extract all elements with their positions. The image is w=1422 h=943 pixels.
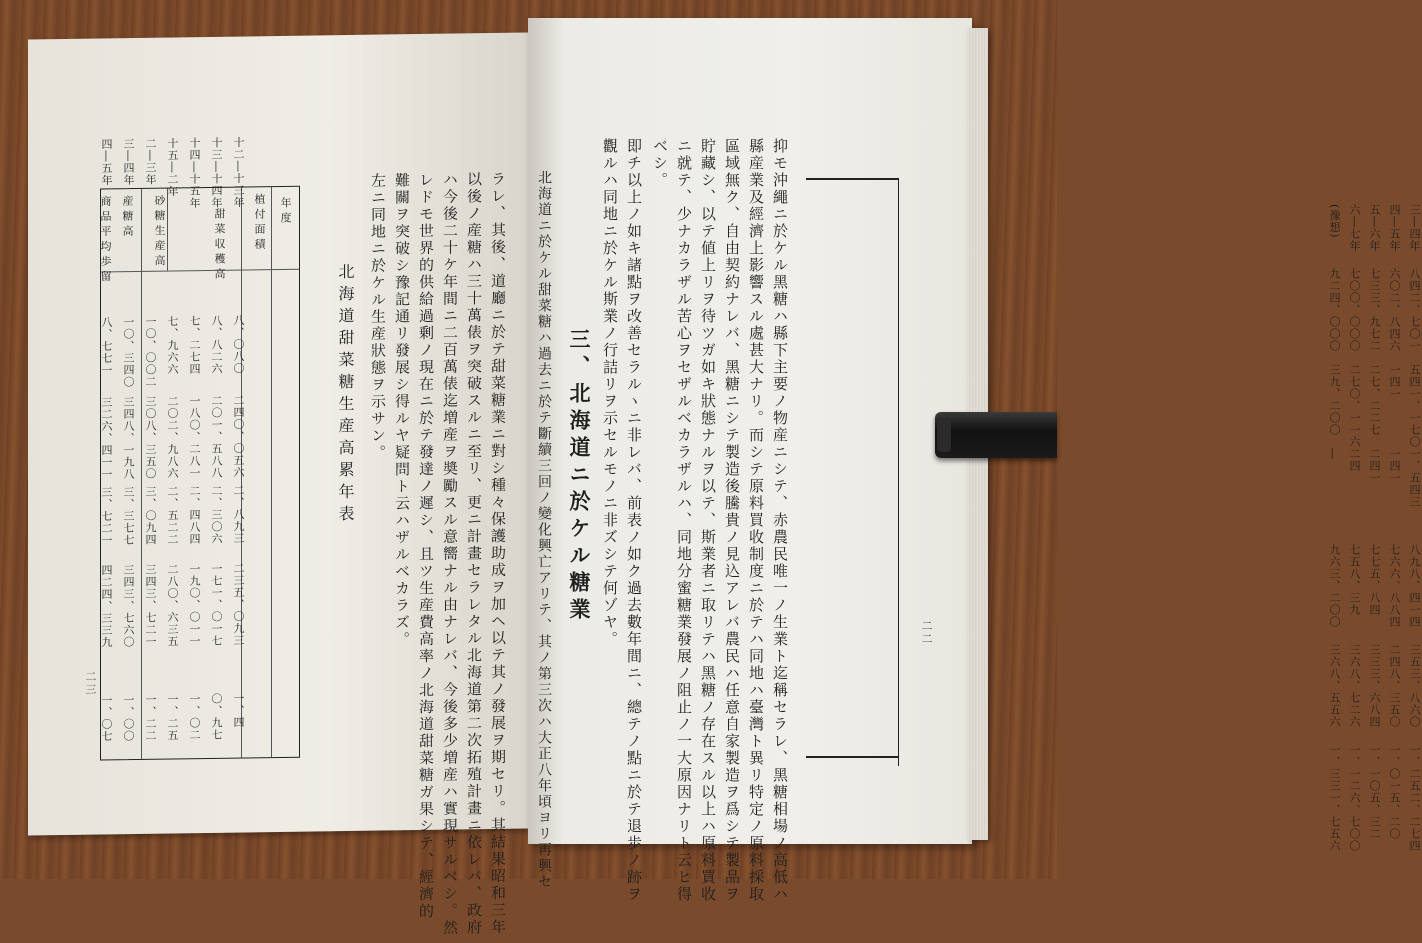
left-cell-sugar: 四二四、三三九 (100, 564, 113, 649)
left-cell-yield: 一、〇七 (100, 694, 113, 743)
left-cell-sugar: 一九〇、〇一一 (188, 563, 201, 648)
right-cell-a: 六〇二、八四六 (1388, 268, 1401, 352)
left-cell-area: 一〇、三四〇 (122, 315, 135, 389)
left-cell-area: 七、九六六 (166, 315, 179, 376)
left-cell-harvest: 三〇八、三五〇 (144, 395, 157, 480)
left-cell-yield: 一、〇二 (188, 693, 201, 742)
right-cell-d: 七六六、八八四 (1388, 544, 1401, 628)
left-cell-sugar: 二八〇、六三五 (166, 563, 179, 648)
left-cell-yield: 一、二五 (166, 693, 179, 742)
left-cell-sugar: 二三五、〇九三 (232, 562, 245, 647)
right-text-line-6: ベシ。 (651, 138, 669, 189)
right-cell-a: 七〇〇、〇〇〇 (1348, 268, 1361, 352)
right-cell-e: 三三三、六八四 (1368, 644, 1381, 728)
left-text-line-2: 以後ノ産糖ハ三十萬俵ヲ突破スルニ至リ、更ニ計畫セラレタル北海道第二次拓殖計畫ニ依レバ、政府 (465, 171, 483, 937)
left-text-line-6: 左ニ同地ニ於ケル生産狀態ヲ示サン。 (369, 172, 387, 462)
right-cell-year: 六―七年 (1348, 204, 1361, 252)
left-cell-year: 十二―十三年 (232, 136, 245, 209)
binder-clip-tab (937, 418, 951, 452)
left-cell-year: 十三―十四年 (210, 136, 223, 209)
right-text-line-3: 區域無ク、自由契約ナレバ、黑糖ニシテ製造後騰貴ノ見込アレバ農民ハ任意自家製造ヲ爲シテ製品ヲ (723, 138, 741, 903)
left-cell-per_tan: 三、三七七 (122, 485, 135, 547)
left-cell-year: 十五―二年 (166, 137, 179, 198)
left-text-line-3: ハ今後二十ケ年間ニ二百萬俵迄増産ヲ奬勵スル意嚮ナル由ナレバ、今後多少増産ハ實現サルベシ。然 (441, 171, 459, 937)
right-cell-e: 三五三、八六〇 (1408, 644, 1421, 728)
left-cell-area: 七、二七四 (188, 315, 201, 376)
left-page (28, 33, 528, 937)
left-text-line-4: レドモ世界的供給過剰ノ現在ニ於テ發達ノ遲シ、且ツ生産費高率ノ北海道甜菜糖ガ果シテ、經濟的 (417, 171, 435, 921)
header-year: 年度 (279, 196, 292, 227)
left-cell-yield: 〇、九七 (210, 692, 223, 741)
right-cell-b: 一四一 (1388, 364, 1401, 400)
right-cell-f: 一、一二六、七〇〇 (1348, 744, 1361, 852)
right-cell-b: 二七、二二七 (1368, 364, 1381, 436)
section-heading: 三、北海道ニ於ケル糖業 (567, 328, 592, 625)
left-cell-harvest: 二〇一、五八八 (210, 394, 223, 479)
left-text-line-5: 難關ヲ突破シ豫記通リ發展シ得ルヤ疑問ト云ハザルベカラズ。 (393, 172, 411, 649)
right-text-line-2: 縣産業及經濟上影響スル處甚大ナリ。而シテ原料買收制度ニ於テハ同地ハ臺灣ト異リ特定ノ原料採取 (747, 138, 765, 903)
header-area: 植付面積 (253, 193, 266, 254)
right-page-number: 二二 (920, 620, 933, 646)
right-text-line-7: 即チ以上ノ如キ諸點ヲ改善セラルヽニ非レバ、前表ノ如ク過去數年間ニ、總テノ點ニ於テ退歩ノ跡ヲ (625, 138, 643, 903)
left-cell-area: 八、〇八〇 (232, 314, 245, 375)
right-cell-c: 二四 (1348, 448, 1361, 472)
left-cell-year: 二―三年 (144, 137, 157, 186)
right-cell-year: 三―四年 (1408, 204, 1421, 252)
right-text-line-5: ニ就テ、少ナカラザル苦心ヲセザルベカラザルハ、同地分蜜糖業發展ノ阻止ノ一大原因ナリト云ヒ得 (675, 138, 693, 903)
left-cell-harvest: 一八〇、二八一 (188, 395, 201, 480)
header-beet: 甜菜収穫高 (213, 207, 226, 283)
left-cell-sugar: 三四三、七二一 (144, 563, 157, 648)
right-cell-f: 一、二五二、二七四 (1408, 744, 1421, 852)
section-intro: 北海道ニ於ケル甜菜糖ハ過去ニ於テ斷續三回ノ變化興亡アリテ、其ノ第三次ハ大正八年頃ヨリ再興セ (536, 170, 552, 890)
right-cell-d: 七七五、八四 (1368, 544, 1381, 616)
binder-clip (935, 412, 1057, 458)
left-cell-per_tan: 二、八九三 (232, 484, 245, 545)
right-table (806, 178, 899, 766)
left-cell-area: 八、八二六 (210, 314, 223, 375)
right-cell-b: 二七〇、一一六 (1348, 364, 1361, 448)
left-cell-harvest: 三二六、四一一 (100, 396, 113, 481)
left-cell-sugar: 一七一、〇一七 (210, 562, 223, 647)
table-title: 北海道甜菜糖生産高累年表 (336, 262, 355, 528)
left-cell-area: 一〇、〇〇二 (144, 315, 157, 388)
right-cell-a: 九二四、〇〇〇 (1328, 268, 1341, 352)
left-cell-harvest: 三四八、一九八 (122, 395, 135, 481)
right-cell-a: 八四二、七〇一 (1408, 268, 1421, 352)
right-text-line-1: 抑モ沖繩ニ於ケル黑糖ハ縣下主要ノ物産ニシテ、赤農民唯一ノ生業ト迄稱セラレ、黑糖相場ノ高低ハ (771, 138, 789, 903)
header-yield: 商品平均歩留 (99, 195, 112, 286)
right-cell-d: 八九八、四一四 (1408, 544, 1421, 628)
right-text-line-4: 貯藏シ、以テ値上リヲ待ツガ如キ狀態ナルヲ以テ、斯業者ニ取リテハ黑糖ノ存在スル以上ハ原料買收 (699, 138, 717, 903)
right-cell-f: 一、三三一、七五六 (1328, 744, 1341, 852)
right-cell-b: 三九、二〇〇 (1328, 364, 1341, 436)
right-cell-e: 三六八、七二六 (1348, 644, 1361, 728)
right-text-line-8: 觀ルハ同地ニ於ケル斯業ノ行詰リヲ示セルモノニ非ズシテ何ゾヤ。 (601, 138, 619, 648)
header-production: 産糖高 (121, 195, 134, 241)
left-cell-sugar: 三四三、七六〇 (122, 563, 135, 649)
left-cell-year: 三―四年 (122, 137, 135, 187)
right-cell-d: 七五八、三九 (1348, 544, 1361, 616)
left-cell-harvest: 二四〇、〇五六 (232, 394, 245, 479)
right-cell-a: 七三三、九七二 (1368, 268, 1381, 352)
right-cell-d: 九六三、二〇〇 (1328, 544, 1341, 628)
right-cell-year: (豫想) (1328, 204, 1341, 239)
header-sugar: 砂糖生産高 (153, 194, 166, 270)
left-cell-year: 四―五年 (100, 138, 113, 187)
left-cell-harvest: 二〇二、九八六 (166, 395, 179, 480)
right-cell-e: 三六八、五五六 (1328, 644, 1341, 728)
right-cell-year: 五―六年 (1368, 204, 1381, 252)
right-cell-b: 五四一、一七〇 (1408, 364, 1421, 448)
right-cell-c: 一四一 (1388, 448, 1401, 484)
right-cell-e: 二四八、三五〇 (1388, 644, 1401, 728)
left-cell-yield: 一、〇〇 (122, 693, 135, 743)
left-cell-per_tan: 三、〇九四 (144, 485, 157, 546)
left-cell-year: 十四―十五年 (188, 137, 201, 210)
left-cell-per_tan: 二、五二二 (166, 485, 179, 546)
left-cell-yield: 一、四 (232, 692, 245, 729)
right-cell-c: ― (1326, 448, 1339, 460)
right-cell-f: 一、一〇五、三二 (1368, 744, 1381, 840)
left-cell-per_tan: 二、三〇六 (210, 484, 223, 545)
left-text-line-1: ラレ、其後、道廳ニ於テ甜菜糖業ニ對シ種々保護助成ヲ加ヘ以テ其ノ發展ヲ期セリ。其結果昭和三年 (489, 170, 507, 937)
left-cell-yield: 一、二二 (144, 693, 157, 742)
right-page (528, 18, 1421, 903)
right-cell-f: 一、〇一五、二〇 (1388, 744, 1401, 840)
left-cell-area: 八、七七一 (100, 316, 113, 377)
right-cell-c: 一、五四三 (1408, 448, 1421, 508)
left-page-number: 二三 (84, 670, 97, 697)
right-cell-c: 二四一 (1368, 448, 1381, 484)
left-cell-per_tan: 三、七二一 (100, 486, 113, 547)
right-cell-year: 四―五年 (1388, 204, 1401, 252)
left-cell-per_tan: 二、四八四 (188, 485, 201, 546)
